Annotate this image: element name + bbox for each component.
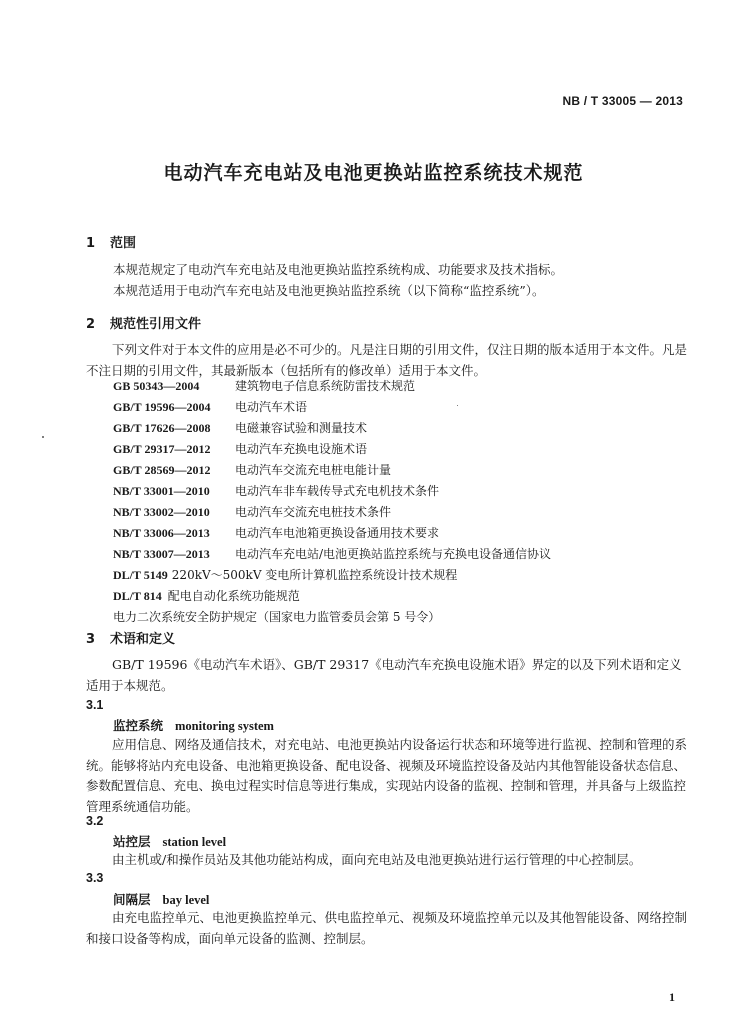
reference-item xyxy=(113,376,551,397)
reference-item xyxy=(113,586,551,607)
reference-item xyxy=(113,607,551,628)
reference-code: GB 50343—2004 xyxy=(113,379,200,393)
reference-code: GB/T 28569—2012 xyxy=(113,463,211,477)
section-2-heading xyxy=(86,313,201,332)
term-definition: 由充电监控单元、电池更换监控单元、供电监控单元、视频及环境监控单元以及其他智能设备、网络控制和接口设备等构成，面向单元设备的监测、控制层。 xyxy=(86,910,688,946)
term-zh: 监控系统 xyxy=(113,718,164,733)
section-3-heading xyxy=(86,628,175,647)
reference-title: 电磁兼容试验和测量技术 xyxy=(235,421,368,435)
reference-item xyxy=(113,481,551,502)
term-en: station level xyxy=(162,835,227,849)
scan-speck xyxy=(42,436,44,438)
reference-item xyxy=(113,418,551,439)
paragraph: 本规范规定了电动汽车充电站及电池更换站监控系统构成、功能要求及技术指标。 xyxy=(113,262,564,277)
reference-title: 电动汽车非车载传导式充电机技术条件 xyxy=(235,484,440,498)
reference-item xyxy=(113,439,551,460)
reference-code: GB/T 29317—2012 xyxy=(113,442,211,456)
reference-code: DL/T 814 xyxy=(113,589,162,603)
term-heading xyxy=(113,890,209,908)
clause-number: 3.2 xyxy=(86,814,104,828)
reference-title: 电力二次系统安全防护规定（国家电力监管委员会第 5 号令） xyxy=(113,610,441,624)
reference-title: 配电自动化系统功能规范 xyxy=(167,589,300,603)
standard-code: NB / T 33005 — 2013 xyxy=(562,94,683,108)
reference-title: 电动汽车电池箱更换设备通用技术要求 xyxy=(235,526,440,540)
term-heading xyxy=(113,832,226,850)
reference-item xyxy=(113,544,551,565)
reference-list xyxy=(113,376,551,628)
section-number: 2 xyxy=(86,317,96,332)
paragraph: 本规范适用于电动汽车充电站及电池更换站监控系统（以下简称“监控系统”）。 xyxy=(113,283,545,298)
reference-title: 电动汽车充电站/电池更换站监控系统与充换电设备通信协议 xyxy=(235,547,552,561)
section-title: 术语和定义 xyxy=(110,632,176,647)
paragraph: GB/T 19596《电动汽车术语》、GB/T 29317《电动汽车充换电设施术语》界定的以及下列术语和定义适用于本规范。 xyxy=(86,657,682,693)
section-number: 3 xyxy=(86,632,96,647)
reference-code: NB/T 33007—2013 xyxy=(113,547,210,561)
term-definition: 应用信息、网络及通信技术，对充电站、电池更换站内设备运行状态和环境等进行监视、控制和管理的系统。能够将站内充电设备、电池箱更换设备、配电设备、视频及环境监控设备及站内其他智能设备状态信息、参数配置信息、充电、换电过程实时信息等进行集成，实现站内设备的监视、控制和管理，并具备与上级监控管理系统通信功能。 xyxy=(86,737,688,814)
reference-title: 建筑物电子信息系统防雷技术规范 xyxy=(235,379,416,393)
reference-item xyxy=(113,460,551,481)
section-1-heading xyxy=(86,232,136,251)
clause-number: 3.1 xyxy=(86,698,104,712)
reference-title: 220kV～500kV 变电所计算机监控系统设计技术规程 xyxy=(171,568,458,582)
reference-code: NB/T 33001—2010 xyxy=(113,484,210,498)
section-number: 1 xyxy=(86,236,96,251)
term-zh: 间隔层 xyxy=(113,892,151,907)
page-number: 1 xyxy=(669,990,675,1004)
reference-title: 电动汽车术语 xyxy=(235,400,308,414)
reference-code: GB/T 17626—2008 xyxy=(113,421,211,435)
clause-number: 3.3 xyxy=(86,871,104,885)
reference-item xyxy=(113,565,551,586)
reference-item xyxy=(113,502,551,523)
term-zh: 站控层 xyxy=(113,834,151,849)
term-en: bay level xyxy=(162,893,210,907)
reference-code: DL/T 5149 xyxy=(113,568,168,582)
paragraph: 下列文件对于本文件的应用是必不可少的。凡是注日期的引用文件，仅注日期的版本适用于本文件。凡是不注日期的引用文件，其最新版本（包括所有的修改单）适用于本文件。 xyxy=(86,342,688,378)
scan-speck xyxy=(457,405,458,406)
term-definition: 由主机或/和操作员站及其他功能站构成，面向充电站及电池更换站进行运行管理的中心控制层。 xyxy=(112,852,642,867)
section-title: 规范性引用文件 xyxy=(110,317,202,332)
term-heading xyxy=(113,716,274,734)
reference-code: NB/T 33002—2010 xyxy=(113,505,210,519)
reference-code: NB/T 33006—2013 xyxy=(113,526,210,540)
reference-code: GB/T 19596—2004 xyxy=(113,400,211,414)
reference-title: 电动汽车交流充电桩技术条件 xyxy=(235,505,392,519)
term-en: monitoring system xyxy=(175,719,274,733)
reference-title: 电动汽车交流充电桩电能计量 xyxy=(235,463,392,477)
reference-title: 电动汽车充换电设施术语 xyxy=(235,442,368,456)
reference-item xyxy=(113,523,551,544)
reference-item xyxy=(113,397,551,418)
section-title: 范围 xyxy=(110,236,137,251)
document-title: 电动汽车充电站及电池更换站监控系统技术规范 xyxy=(163,162,584,184)
